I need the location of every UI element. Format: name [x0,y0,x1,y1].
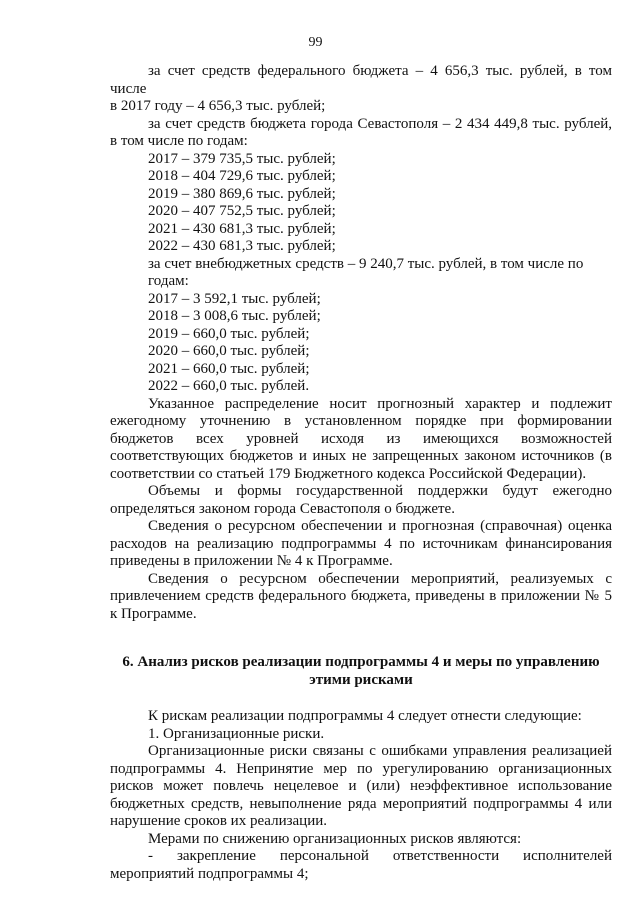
section-heading-line-2: этими рисками [309,671,413,688]
extra-year-2021: 2021 – 660,0 тыс. рублей; [148,360,310,377]
city-year-2021: 2021 – 430 681,3 тыс. рублей; [148,220,336,237]
extrabudgetary-line: за счет внебюджетных средств – 9 240,7 тыс. рублей, в том числе по годам: [148,255,584,289]
extra-year-2020: 2020 – 660,0 тыс. рублей; [148,343,310,359]
risk-item-1: 1. Организационные риски. [148,725,325,742]
org-risks-paragraph: Организационные риски связаны с ошибками управления реализацией подпрограммы 4. Непринятие мер по урегулированию организационных рисков может повлечь нецелевое и (или) неэффективное использование бюджетных средств, невыполнение ряда мероприятий подпрограммы 4 или нарушение сроков их реализации. [110,743,612,829]
extra-year-2019: 2019 – 660,0 тыс. рублей; [148,325,310,342]
forecast-paragraph: Указанное распределение носит прогнозный характер и подлежит ежегодному уточнению в установленном порядке при формировании бюджетов всех уровней исходя из имеющихся возможностей соответствующих бюджетов и иных не запрещенных законом источников (в соответствии со статьей 179 Бюджетного кодекса Российской Федерации). [110,395,612,482]
city-year-2019: 2019 – 380 869,6 тыс. рублей; [148,185,336,202]
extra-year-2017: 2017 – 3 592,1 тыс. рублей; [148,290,321,307]
city-year-2022: 2022 – 430 681,3 тыс. рублей; [148,238,336,254]
extra-year-2022: 2022 – 660,0 тыс. рублей. [148,378,310,394]
document-body [110,63,612,883]
state-support-paragraph: Объемы и формы государственной поддержки будут ежегодно определяться законом города Севастополя о бюджете. [110,483,612,517]
city-year-2018: 2018 – 404 729,6 тыс. рублей; [148,168,336,184]
extra-year-2018: 2018 – 3 008,6 тыс. рублей; [148,308,321,324]
federal-info-paragraph: Сведения о ресурсном обеспечении мероприятий, реализуемых с привлечением средств федерального бюджета, приведены в приложении № 5 к Программе. [110,570,612,622]
resource-info-paragraph: Сведения о ресурсном обеспечении и прогнозная (справочная) оценка расходов на реализацию подпрограммы 4 по источникам финансирования приведены в приложении № 4 к Программе. [110,518,612,569]
section-heading [110,654,612,689]
city-year-2020: 2020 – 407 752,5 тыс. рублей; [148,203,336,219]
federal-budget-line-2017: в 2017 году – 4 656,3 тыс. рублей; [110,98,326,114]
measure-item-1: - закрепление персональной ответственности исполнителей мероприятий подпрограммы 4; [110,848,612,882]
federal-budget-line: за счет средств федерального бюджета – 4 656,3 тыс. рублей, в том числе [110,63,612,97]
measures-intro: Мерами по снижению организационных рисков являются: [148,830,522,847]
section-heading-line-1: 6. Анализ рисков реализации подпрограммы 4 и меры по управлению [122,654,600,670]
page-number: 99 [308,35,323,50]
city-year-2017: 2017 – 379 735,5 тыс. рублей; [148,150,336,167]
city-budget-line: за счет средств бюджета города Севастополя – 2 434 449,8 тыс. рублей, [148,115,612,132]
city-budget-by-years: в том числе по годам: [110,133,248,149]
risks-intro: К рискам реализации подпрограммы 4 следует отнести следующие: [148,708,582,724]
